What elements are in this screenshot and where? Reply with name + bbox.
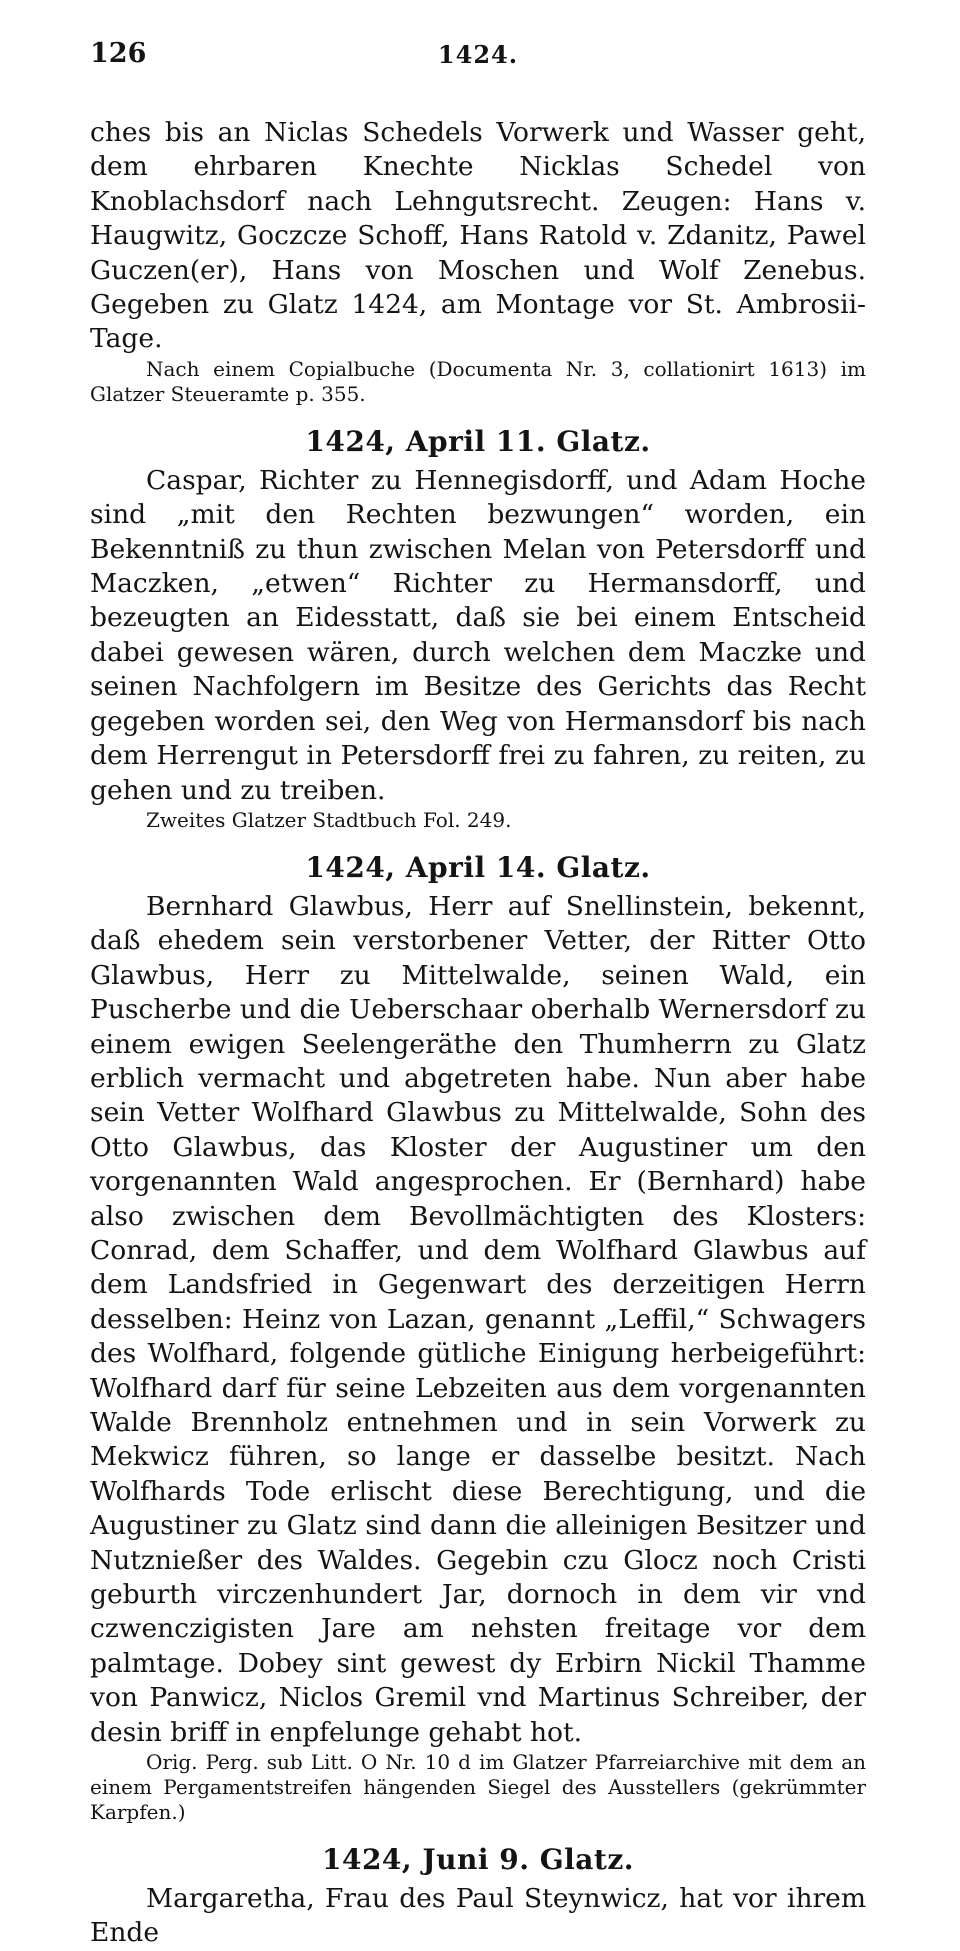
entry-source: Orig. Perg. sub Litt. O Nr. 10 d im Glatzer Pfarreiarchive mit dem an einem Pergamentstreifen hängenden Siegel des Ausstellers (gekrümmter Karpfen.) (90, 1750, 866, 1825)
entry-body: Margaretha, Frau des Paul Steynwicz, hat vor ihrem Ende (90, 1883, 866, 1949)
entry-juni-9 (90, 1843, 866, 1951)
page-header (90, 32, 866, 76)
entry-heading: 1424, April 11. Glatz. (305, 424, 651, 458)
entry-source: Zweites Glatzer Stadtbuch Fol. 249. (146, 807, 512, 832)
entry-body: Bernhard Glawbus, Herr auf Snellinstein, bekennt, daß ehedem sein verstorbener Vetter, der Ritter Otto Glawbus, Herr zu Mittelwalde, seinen Wald, ein Puscherbe und die Ueberschaar oberhalb Wernersdorf zu einem ewigen Seelengeräthe den Thumherrn zu Glatz erblich vermacht und abgetreten habe. Nun aber habe sein Vetter Wolfhard Glawbus zu Mittelwalde, Sohn des Otto Glawbus, das Kloster der Augustiner um den vorgenannten Wald angesprochen. Er (Bernhard) habe also zwischen dem Bevollmächtigten des Klosters: Conrad, dem Schaffer, und dem Wolfhard Glawbus auf dem Landsfried in Gegenwart des derzeitigen Herrn desselben: Heinz von Lazan, genannt „Leffil,“ Schwagers des Wolfhard, folgende gütliche Einigung herbeigeführt: Wolfhard darf für seine Lebzeiten aus dem vorgenannten Walde Brennholz entnehmen und in sein Vorwerk zu Mekwicz führen, so lange er dasselbe besitzt. Nach Wolfhards Tode erlischt diese Berechtigung, und die Augustiner zu Glatz sind dann die alleinigen Besitzer und Nutznießer des Waldes. Gegebin czu Glocz noch Cristi geburth virczenhundert Jar, dornoch in dem vir vnd czwenczigisten Jare am nehsten freitage vor dem palmtage. Dobey sint gewest dy Erbirn Nickil Thamme von Panwicz, Niclos Gremil vnd Martinus Schreiber, der desin briff in enpfelunge gehabt hot. (90, 890, 866, 1748)
page-number: 126 (90, 38, 147, 69)
entry-heading: 1424, April 14. Glatz. (305, 850, 651, 884)
entry-continuation (90, 116, 866, 407)
entry-body: Caspar, Richter zu Hennegisdorff, und Adam Hoche sind „mit den Rechten bezwungen“ worden, ein Bekenntniß zu thun zwischen Melan von Petersdorff und Maczken, „etwen“ Richter zu Hermansdorff, und bezeugten an Eidesstatt, daß sie bei einem Entscheid dabei gewesen wären, durch welchen dem Maczke und seinen Nachfolgern im Besitze des Gerichts das Recht gegeben worden sei, den Weg von Hermansdorf bis nach dem Herrengut in Petersdorff frei zu fahren, zu reiten, zu gehen und zu treiben. (90, 464, 866, 806)
entry-body: ches bis an Niclas Schedels Vorwerk und Wasser geht, dem ehrbaren Knechte Nicklas Schedel von Knoblachsdorf nach Lehngutsrecht. Zeugen: Hans v. Haugwitz, Goczcze Schoff, Hans Ratold v. Zdanitz, Pawel Guczen(er), Hans von Moschen und Wolf Zenebus. Gegeben zu Glatz 1424, am Montage vor St. Ambrosii-Tage. (90, 117, 866, 355)
running-head: 1424. (437, 40, 519, 69)
entry-april-11 (90, 425, 866, 833)
entry-heading: 1424, Juni 9. Glatz. (321, 1843, 635, 1877)
entry-source: Nach einem Copialbuche (Documenta Nr. 3, collationirt 1613) im Glatzer Steueramte p. 355. (90, 356, 866, 406)
entry-april-14 (90, 851, 866, 1825)
